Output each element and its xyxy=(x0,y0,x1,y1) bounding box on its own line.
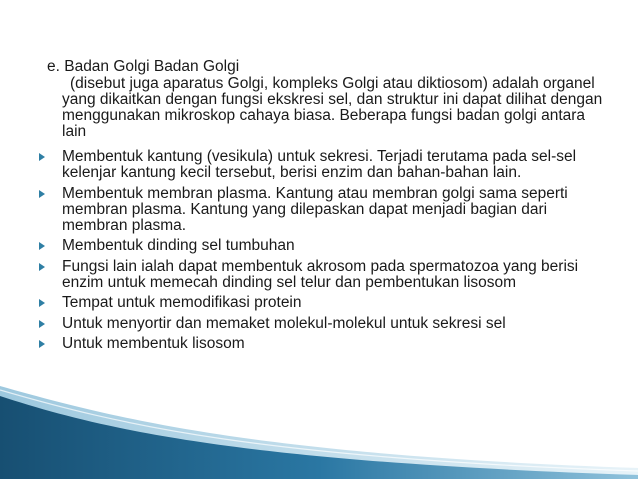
bullet-text: Untuk membentuk lisosom xyxy=(62,335,245,352)
bullet-text: Membentuk dinding sel tumbuhan xyxy=(62,237,295,254)
decorative-swoosh xyxy=(0,380,638,479)
bullet-item xyxy=(39,149,609,181)
bullet-text: Tempat untuk memodifikasi protein xyxy=(62,294,302,311)
bullet-item xyxy=(39,186,609,234)
triangle-bullet-icon xyxy=(39,153,45,161)
bullet-text: Membentuk kantung (vesikula) untuk sekresi. Terjadi terutama pada sel-sel kelenjar kantung kecil tersebut, berisi enzim dan bahan-bahan lain. xyxy=(62,148,577,181)
bullet-item xyxy=(39,295,609,311)
triangle-bullet-icon xyxy=(39,299,45,307)
triangle-bullet-icon xyxy=(39,263,45,271)
triangle-bullet-icon xyxy=(39,190,45,198)
triangle-bullet-icon xyxy=(39,340,45,348)
triangle-bullet-icon xyxy=(39,320,45,328)
bullet-item xyxy=(39,316,609,332)
intro-paragraph: (disebut juga aparatus Golgi, kompleks Golgi atau diktiosom) adalah organel yang dikaitkan dengan fungsi ekskresi sel, dan struktur ini dapat dilihat dengan menggunakan mikroskop cahaya biasa. Beberapa fungsi badan golgi antara lain xyxy=(62,75,603,140)
bullet-list xyxy=(39,149,609,357)
slide-heading: e. Badan Golgi Badan Golgi xyxy=(47,58,240,75)
bullet-text: Fungsi lain ialah dapat membentuk akrosom pada spermatozoa yang berisi enzim untuk memecah dinding sel telur dan pembentukan lisosom xyxy=(62,257,579,291)
bullet-item xyxy=(39,238,609,254)
bullet-item xyxy=(39,336,609,352)
bullet-text: Untuk menyortir dan memaket molekul-molekul untuk sekresi sel xyxy=(62,314,506,332)
triangle-bullet-icon xyxy=(39,242,45,250)
bullet-text: Membentuk membran plasma. Kantung atau membran golgi sama seperti membran plasma. Kantung yang dilepaskan dapat menjadi bagian dari membran plasma. xyxy=(62,184,568,234)
bullet-item xyxy=(39,259,609,291)
